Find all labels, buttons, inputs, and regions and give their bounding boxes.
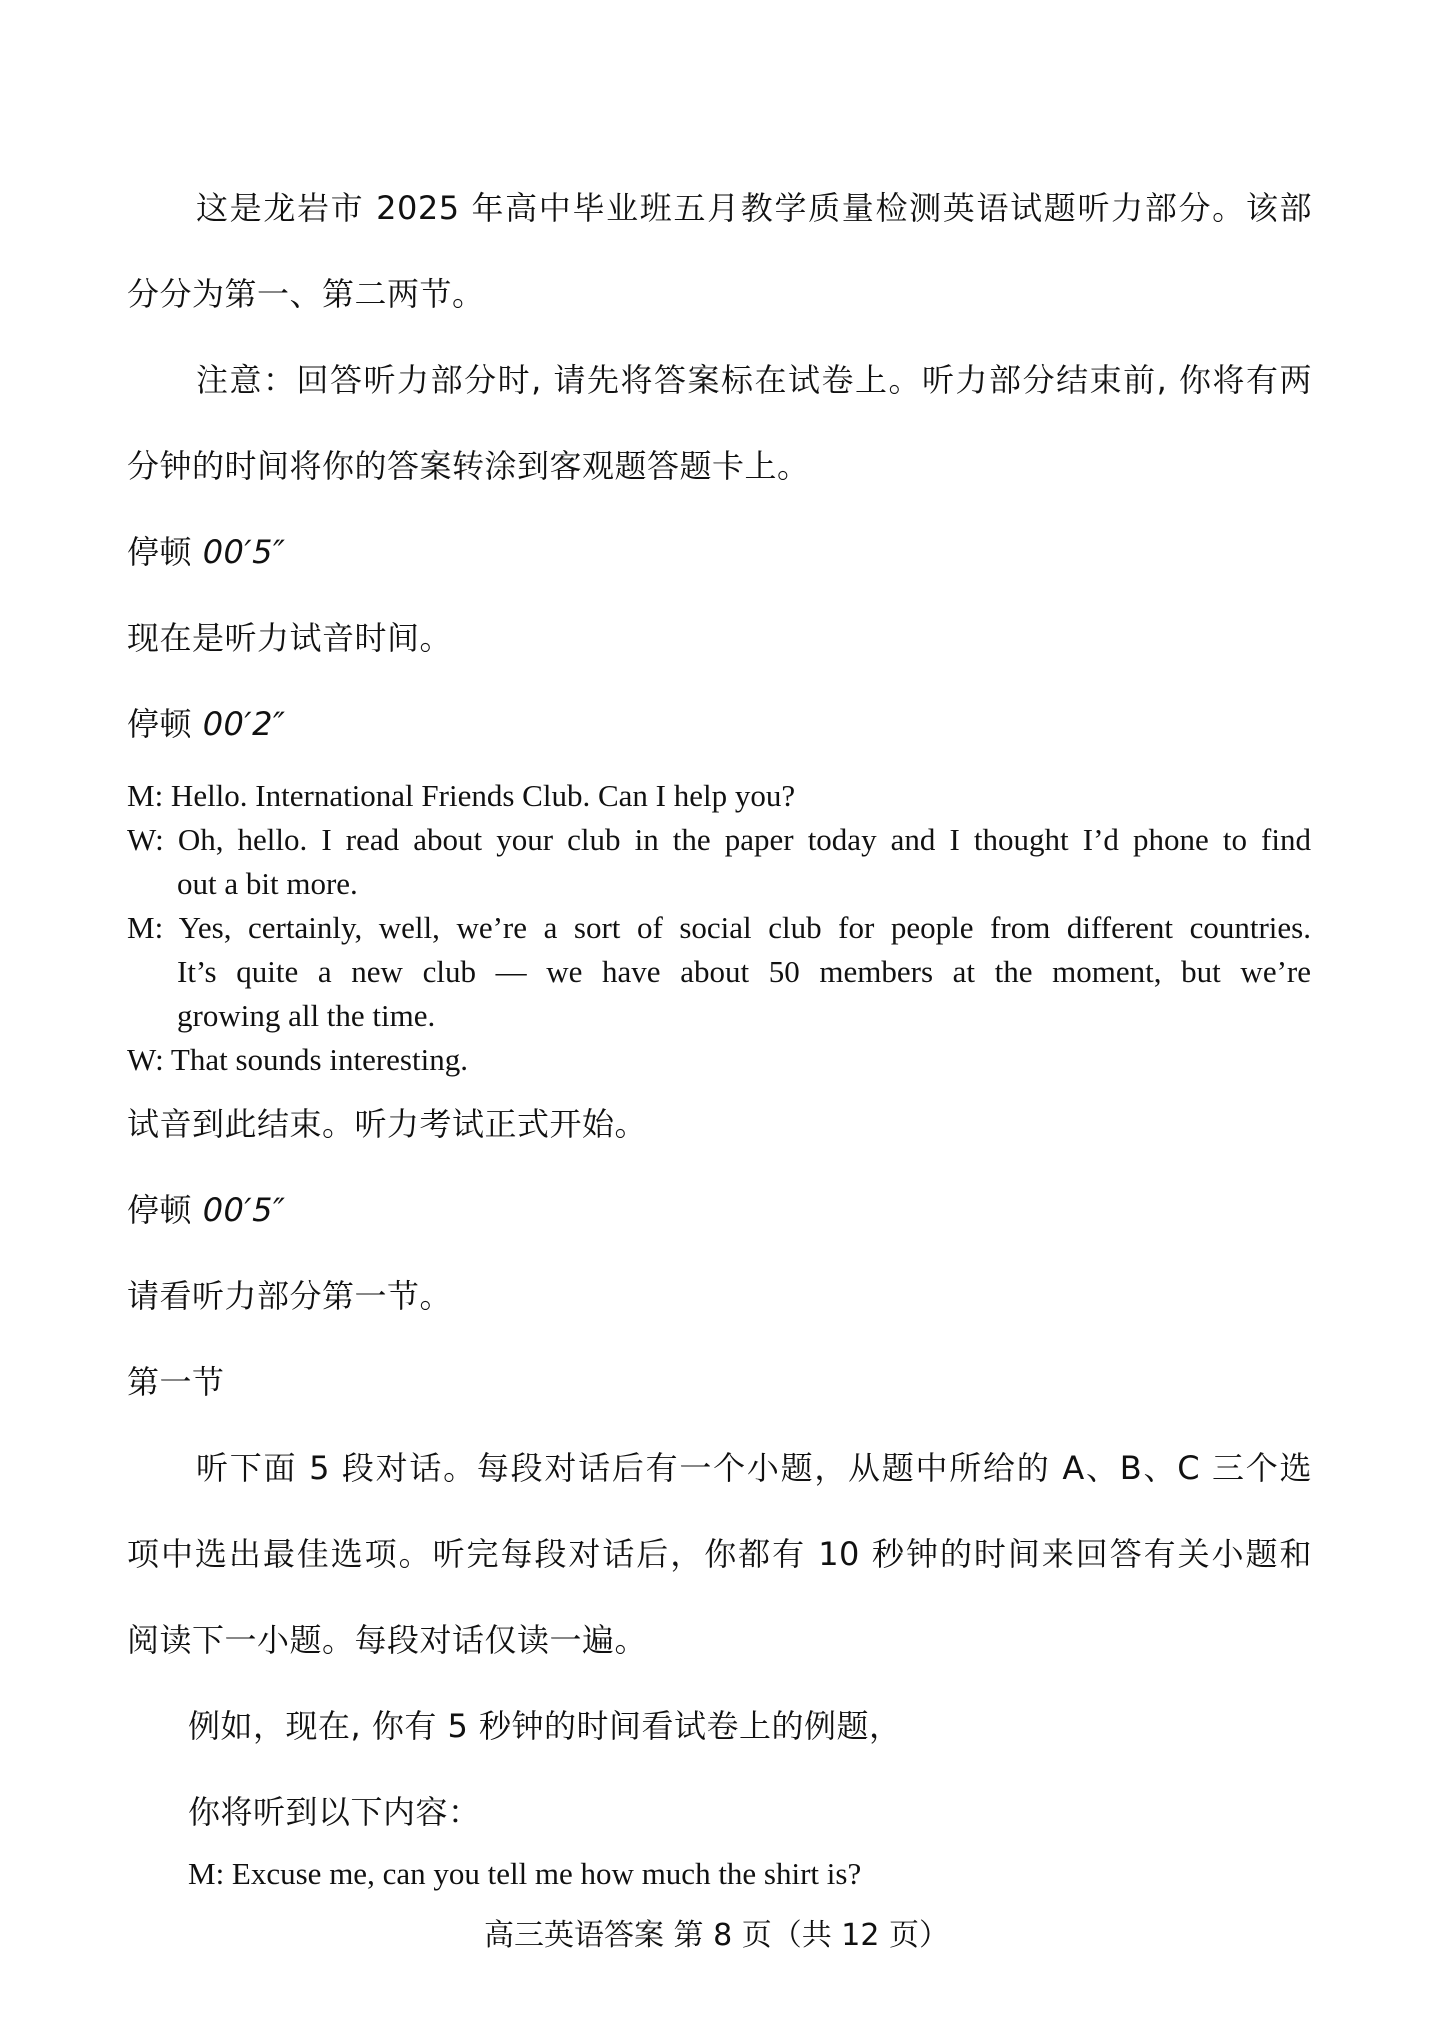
dialogue-line: It’s quite a new club — we have about 50 members at the moment, but we’re bbox=[177, 954, 1311, 989]
dialogue-line: growing all the time. bbox=[177, 998, 436, 1033]
section1-heading: 第一节 bbox=[127, 1363, 225, 1401]
pause-1 bbox=[127, 532, 285, 572]
instructions-line-1: 听下面 5 段对话。每段对话后有一个小题，从题中所给的 A、B、C 三个选 bbox=[196, 1449, 1312, 1487]
pause-2 bbox=[127, 704, 285, 744]
note-line-1: 注意：回答听力部分时, 请先将答案标在试卷上。听力部分结束前, 你将有两 bbox=[196, 361, 1312, 399]
example-intro: 例如，现在, 你有 5 秒钟的时间看试卷上的例题， bbox=[188, 1707, 902, 1745]
trial-dialogue bbox=[127, 774, 1311, 1082]
pause-time: 00′2″ bbox=[202, 705, 286, 743]
pause-label: 停顿 bbox=[127, 533, 193, 571]
pause-label: 停顿 bbox=[127, 1191, 193, 1229]
dialogue-line: W: That sounds interesting. bbox=[127, 1042, 468, 1077]
intro-line-2: 分分为第一、第二两节。 bbox=[127, 275, 485, 313]
pause-label: 停顿 bbox=[127, 705, 193, 743]
dialogue-line: out a bit more. bbox=[177, 866, 358, 901]
intro-line-1: 这是龙岩市 2025 年高中毕业班五月教学质量检测英语试题听力部分。该部 bbox=[196, 189, 1312, 227]
dialogue-line: M: Hello. International Friends Club. Can I help you? bbox=[127, 778, 796, 813]
trial-start: 现在是听力试音时间。 bbox=[127, 619, 453, 657]
instructions-line-2: 项中选出最佳选项。听完每段对话后，你都有 10 秒钟的时间来回答有关小题和 bbox=[127, 1535, 1312, 1573]
pause-3 bbox=[127, 1190, 285, 1230]
dialogue-line: W: Oh, hello. I read about your club in the paper today and I thought I’d phone to find bbox=[127, 822, 1311, 857]
will-hear: 你将听到以下内容： bbox=[188, 1793, 481, 1831]
example-dialogue-line: M: Excuse me, can you tell me how much the shirt is? bbox=[188, 1856, 862, 1891]
pause-time: 00′5″ bbox=[202, 1191, 286, 1229]
dialogue-line: M: Yes, certainly, well, we’re a sort of social club for people from different countries. bbox=[127, 910, 1311, 945]
section1-prompt: 请看听力部分第一节。 bbox=[127, 1277, 453, 1315]
pause-time: 00′5″ bbox=[202, 533, 286, 571]
note-line-2: 分钟的时间将你的答案转涂到客观题答题卡上。 bbox=[127, 447, 810, 485]
trial-end: 试音到此结束。听力考试正式开始。 bbox=[127, 1105, 648, 1143]
page-footer: 高三英语答案 第 8 页（共 12 页） bbox=[484, 1918, 949, 1953]
instructions-line-3: 阅读下一小题。每段对话仅读一遍。 bbox=[127, 1621, 648, 1659]
